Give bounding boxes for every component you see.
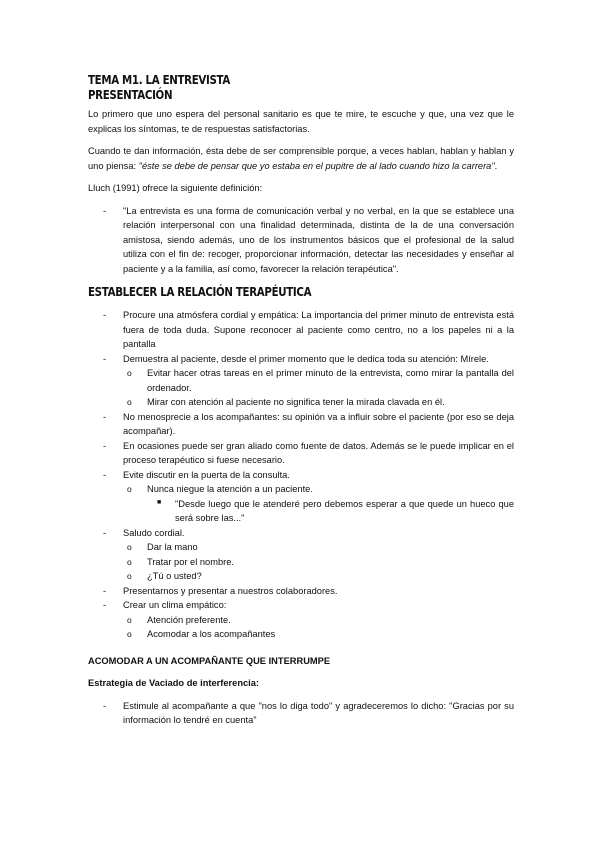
dash-marker: - bbox=[103, 527, 107, 538]
paragraph-2-quote: "éste se debe de pensar que yo estaba en el pupitre de al lado cuando hizo la carrera" bbox=[138, 160, 495, 171]
sub-list-item-text: Dar la mano bbox=[147, 542, 198, 552]
list-item-text: No menosprecie a los acompañantes: su opinión va a influir sobre el paciente (por eso se deja acompañar). bbox=[123, 411, 514, 436]
definition-list bbox=[88, 204, 514, 277]
dash-marker: - bbox=[103, 411, 107, 422]
dash-marker: - bbox=[103, 700, 107, 711]
circle-marker: o bbox=[127, 556, 132, 567]
circle-marker: o bbox=[127, 542, 132, 552]
document-body bbox=[88, 72, 514, 728]
sub-list-item-text: Evitar hacer otras tareas en el primer minuto de la entrevista, como mirar la pantalla del ordenador. bbox=[147, 368, 514, 393]
dash-marker: - bbox=[103, 205, 107, 216]
sub-list-item bbox=[123, 569, 514, 584]
list-item-text: Estimule al acompañante a que "nos lo diga todo" y agradeceremos lo dicho: "Gracias por su información lo tendré en cuenta" bbox=[123, 700, 514, 725]
sub-sub-list-item-text: "Desde luego que le atenderé pero debemos esperar a que quede un hueco que será sobre las..." bbox=[175, 498, 514, 523]
sub-list-item-text: Nunca niegue la atención a un paciente. bbox=[147, 484, 313, 494]
circle-marker: o bbox=[127, 571, 132, 581]
list-item-text: Saludo cordial. bbox=[123, 527, 185, 538]
dash-marker: - bbox=[103, 585, 107, 596]
sub-list bbox=[123, 540, 514, 584]
list-item bbox=[88, 308, 514, 352]
sub-sub-list bbox=[147, 497, 514, 526]
list-item bbox=[88, 598, 514, 642]
sub-list-item-text: ¿Tú o usted? bbox=[147, 571, 202, 581]
list-item-text: Presentarnos y presentar a nuestros colaboradores. bbox=[123, 585, 338, 596]
sub-list-item bbox=[123, 395, 514, 410]
list-item bbox=[88, 468, 514, 526]
section-heading-presentation: PRESENTACIÓN bbox=[88, 87, 173, 102]
dash-marker: - bbox=[103, 310, 107, 320]
list-item bbox=[88, 584, 514, 599]
list-item-text: Procure una atmósfera cordial y empática: La importancia del primer minuto de entrevista está fuera de toda duda. Supone reconocer al paciente como centro, no a los papeles ni a la pantalla bbox=[123, 310, 514, 349]
paragraph-2-text: Cuando te dan información, ésta debe de ser comprensible porque, a veces hablan, hablan y hablan y uno piensa: bbox=[88, 146, 514, 171]
circle-marker: o bbox=[127, 614, 132, 625]
list-item bbox=[88, 526, 514, 584]
list-item bbox=[88, 204, 514, 277]
document-title: TEMA M1. LA ENTREVISTA bbox=[88, 72, 231, 87]
circle-marker: o bbox=[127, 484, 132, 494]
sub-list-item bbox=[123, 482, 514, 526]
list-item-text: Crear un clima empático: bbox=[123, 600, 227, 610]
sub-list-item bbox=[123, 627, 514, 642]
sub-list bbox=[123, 366, 514, 410]
list-item bbox=[88, 699, 514, 728]
circle-marker: o bbox=[127, 397, 132, 407]
dash-marker: - bbox=[103, 469, 107, 480]
relation-list bbox=[88, 308, 514, 642]
list-item bbox=[88, 439, 514, 468]
strategy-list bbox=[88, 699, 514, 728]
strategy-heading: Estrategia de Vaciado de interferencia: bbox=[88, 678, 260, 688]
dash-marker: - bbox=[103, 440, 107, 451]
sub-list bbox=[123, 482, 514, 526]
dash-marker: - bbox=[103, 600, 107, 610]
sub-list-item bbox=[123, 366, 514, 395]
section-heading-relation: ESTABLECER LA RELACIÓN TERAPÉUTICA bbox=[88, 284, 312, 299]
definition-quote: "La entrevista es una forma de comunicación verbal y no verbal, en la que se establece una relación interpersonal con una finalidad determinada, distinta de la de una conversación amistosa, siendo además, uno de los instrumentos básicos que el profesional de la salud utiliza con el fin de: recoger, proporcionar información, detectar las necesidades y enseñar al paciente y a la familia, así como, favorecer la relación terapéutica". bbox=[123, 205, 514, 274]
list-item-text: Evite discutir en la puerta de la consulta. bbox=[123, 469, 290, 480]
sub-list-item bbox=[123, 555, 514, 570]
paragraph-3: Lluch (1991) ofrece la siguiente definición: bbox=[88, 183, 263, 193]
sub-list-item bbox=[123, 613, 514, 628]
paragraph-2-end: . bbox=[494, 160, 498, 171]
section-heading-accompany: ACOMODAR A UN ACOMPAÑANTE QUE INTERRUMPE bbox=[88, 655, 331, 666]
sub-list bbox=[123, 613, 514, 642]
circle-marker: o bbox=[127, 629, 132, 639]
sub-sub-list-item bbox=[147, 497, 514, 526]
list-item bbox=[88, 352, 514, 410]
sub-list-item-text: Tratar por el nombre. bbox=[147, 556, 234, 567]
sub-list-item-text: Acomodar a los acompañantes bbox=[147, 629, 276, 639]
paragraph-2 bbox=[88, 144, 514, 173]
list-item-text: Demuestra al paciente, desde el primer momento que le dedica toda su atención: Mírele. bbox=[123, 353, 489, 364]
sub-list-item bbox=[123, 540, 514, 555]
circle-marker: o bbox=[127, 368, 132, 378]
paragraph-1: Lo primero que uno espera del personal sanitario es que te mire, te escuche y que, una vez que le explicas los síntomas, te de respuestas satisfactorias. bbox=[88, 109, 514, 134]
square-marker: ■ bbox=[157, 498, 162, 506]
list-item-text: En ocasiones puede ser gran aliado como fuente de datos. Además se le puede implicar en el proceso terapéutico si fuese necesario. bbox=[123, 440, 514, 465]
dash-marker: - bbox=[103, 353, 107, 364]
sub-list-item-text: Atención preferente. bbox=[147, 614, 231, 625]
list-item bbox=[88, 410, 514, 439]
sub-list-item-text: Mirar con atención al paciente no significa tener la mirada clavada en él. bbox=[147, 397, 445, 407]
